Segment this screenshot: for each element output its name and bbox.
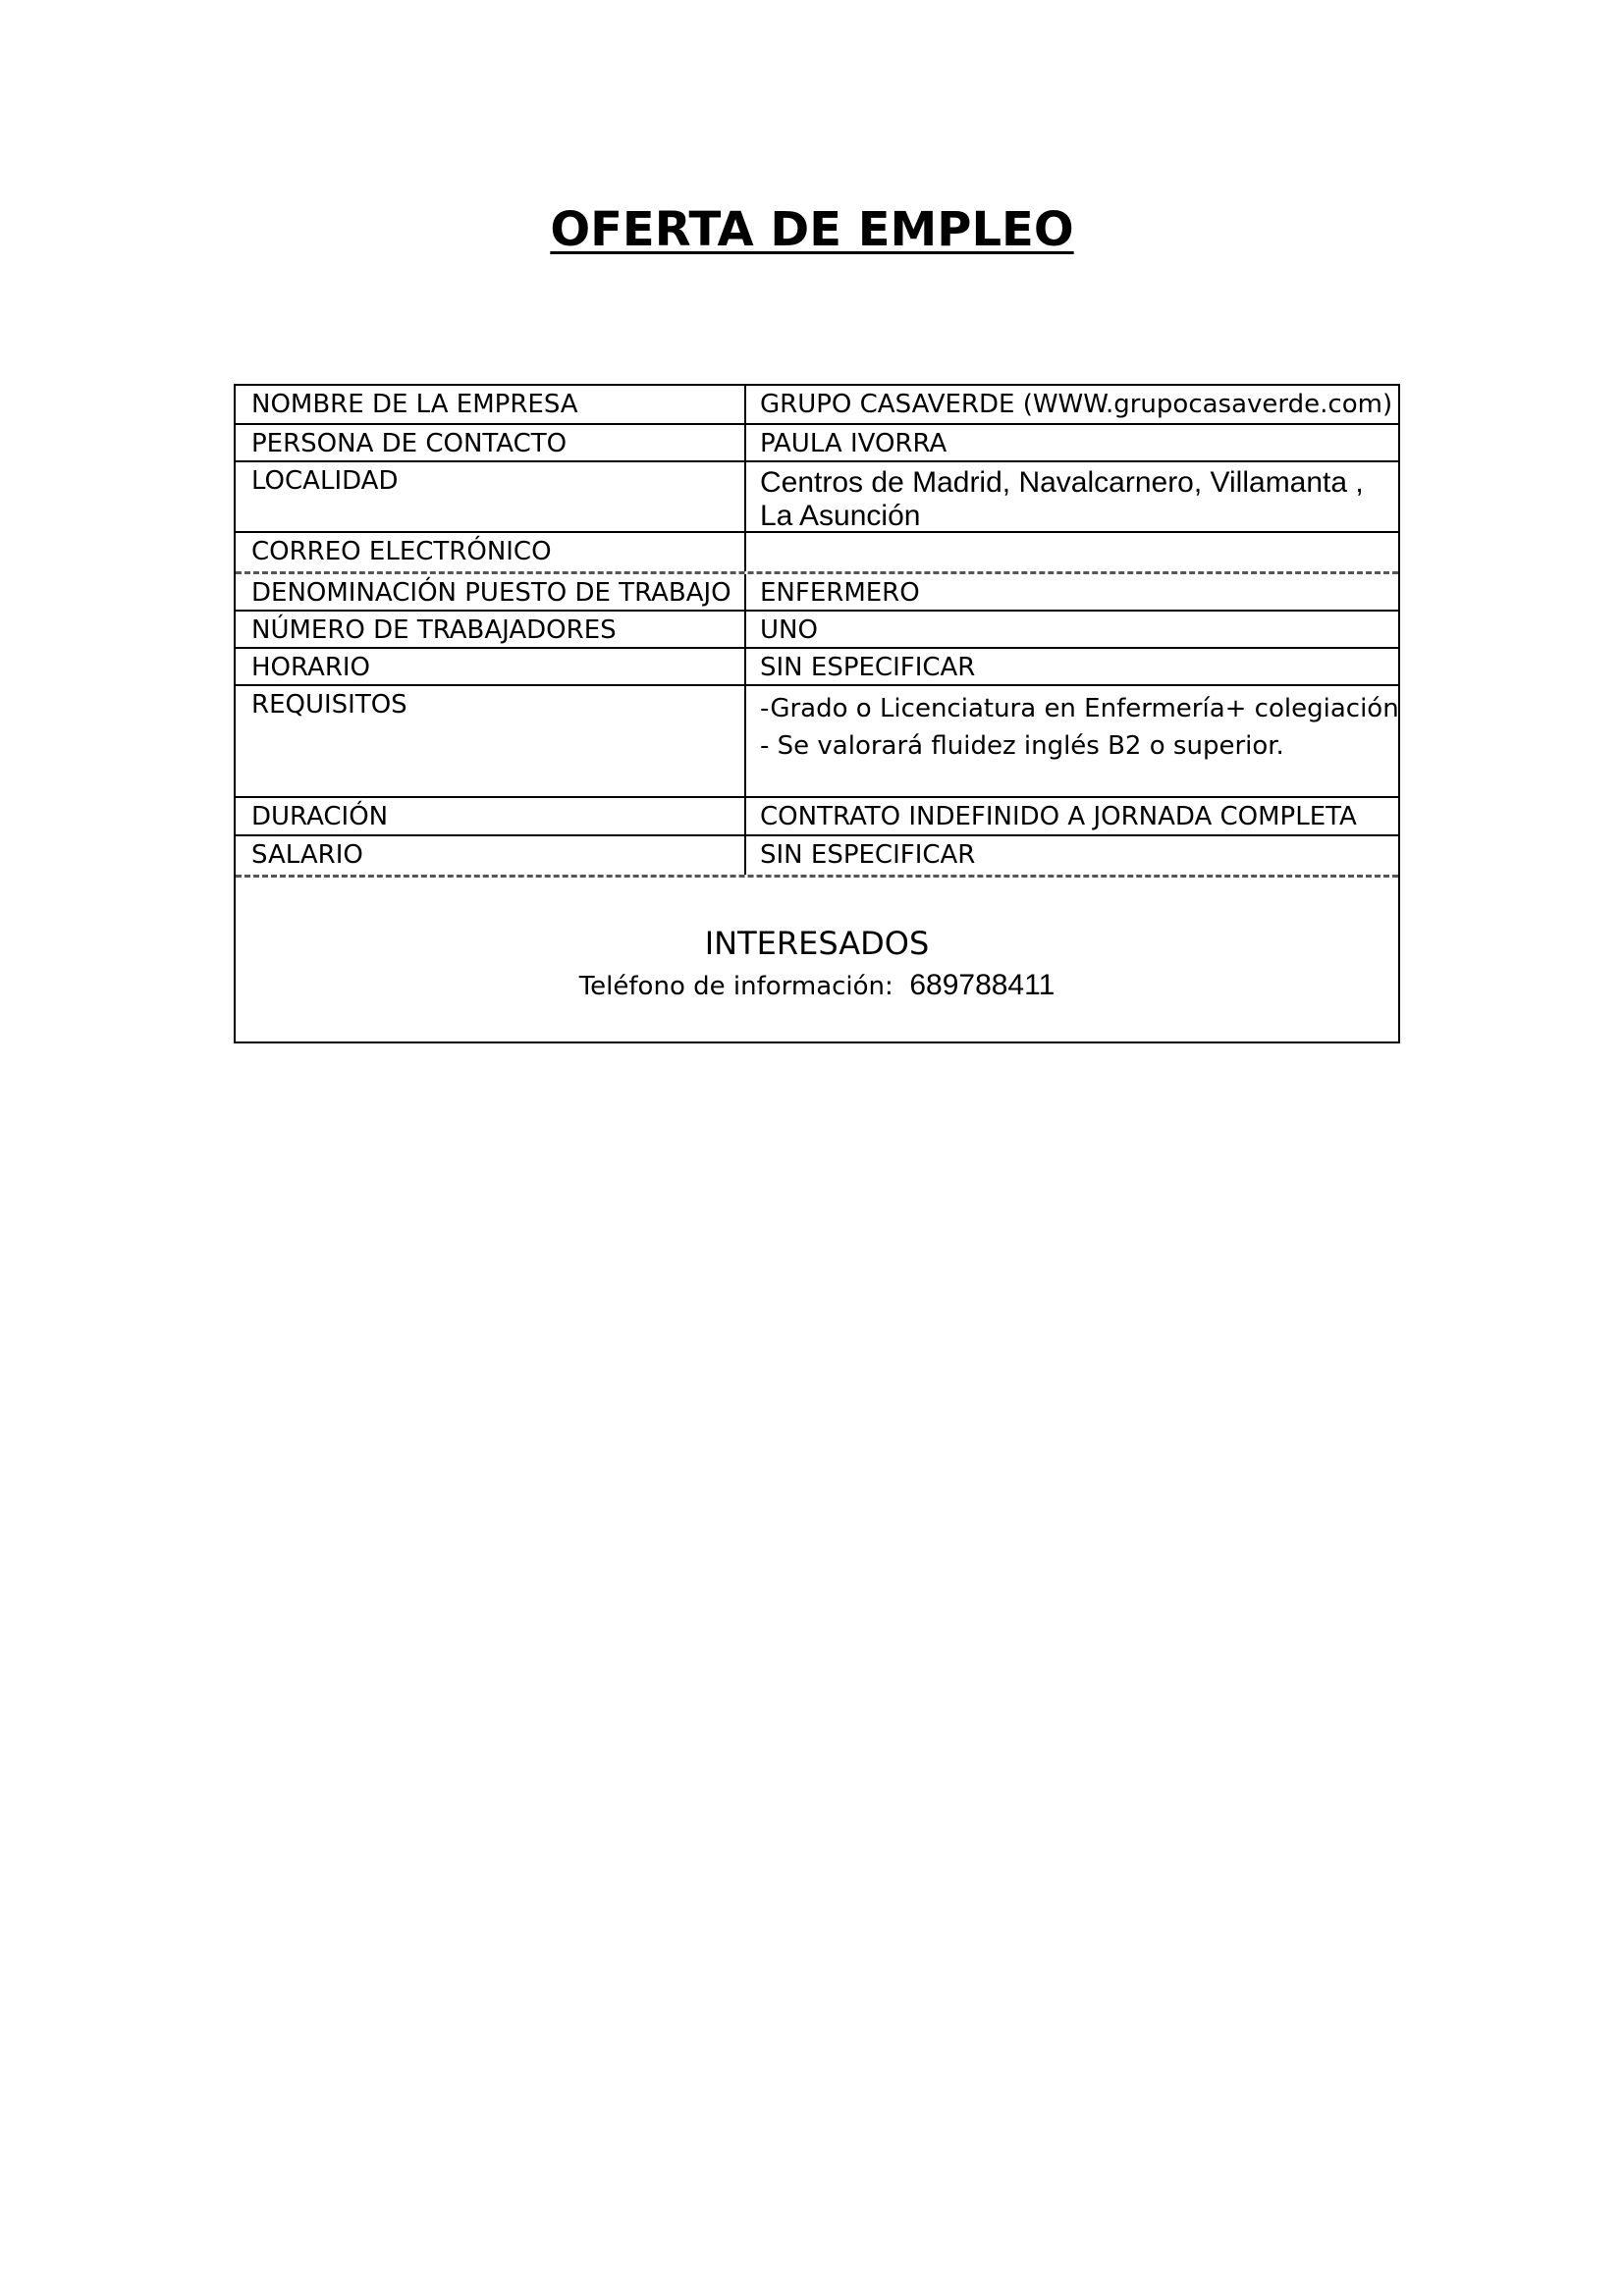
page-title: OFERTA DE EMPLEO: [550, 202, 1074, 257]
table-row-email: [236, 533, 1398, 574]
label-salary: SALARIO: [236, 836, 746, 875]
label-location: LOCALIDAD: [236, 462, 746, 531]
label-contact: PERSONA DE CONTACTO: [236, 425, 746, 460]
table-row-duration: [236, 798, 1398, 836]
value-workers: UNO: [760, 615, 818, 645]
value-location: [746, 462, 1398, 531]
value-requirements: [746, 686, 1398, 796]
requirement-line-1: -Grado o Licenciatura en Enfermería+ colegiación: [760, 694, 1399, 723]
job-offer-table: [234, 384, 1400, 1043]
label-requirements: REQUISITOS: [236, 686, 746, 796]
value-position: ENFERMERO: [760, 578, 920, 608]
label-schedule: HORARIO: [236, 649, 746, 684]
table-row-salary: [236, 836, 1398, 878]
table-row-position: [236, 574, 1398, 612]
value-company: GRUPO CASAVERDE (WWW.grupocasaverde.com): [760, 390, 1393, 419]
value-salary: SIN ESPECIFICAR: [760, 840, 976, 870]
footer-heading: INTERESADOS: [704, 925, 930, 962]
phone-number: 689788411: [909, 969, 1056, 1001]
phone-label: Teléfono de información:: [578, 972, 893, 1001]
value-duration: CONTRATO INDEFINIDO A JORNADA COMPLETA: [760, 802, 1357, 831]
location-line-2: La Asunción: [760, 500, 921, 532]
label-company: NOMBRE DE LA EMPRESA: [236, 386, 746, 423]
value-schedule: SIN ESPECIFICAR: [760, 653, 976, 682]
value-email: [746, 533, 1398, 571]
table-row-location: [236, 462, 1398, 533]
label-workers: NÚMERO DE TRABAJADORES: [236, 612, 746, 647]
table-row-contact: [236, 425, 1398, 462]
contact-footer: [236, 889, 1398, 1041]
label-duration: DURACIÓN: [236, 798, 746, 834]
table-row-workers: [236, 612, 1398, 649]
label-email: CORREO ELECTRÓNICO: [236, 533, 746, 571]
phone-info: [236, 969, 1398, 1003]
label-position: DENOMINACIÓN PUESTO DE TRABAJO: [236, 574, 746, 610]
requirement-line-2: - Se valorará fluidez inglés B2 o superior.: [760, 731, 1284, 761]
location-line-1: Centros de Madrid, Navalcarnero, Villamanta ,: [760, 466, 1364, 499]
value-contact: PAULA IVORRA: [760, 429, 947, 458]
table-row-company: [236, 386, 1398, 425]
table-row-requirements: [236, 686, 1398, 798]
table-row-schedule: [236, 649, 1398, 686]
